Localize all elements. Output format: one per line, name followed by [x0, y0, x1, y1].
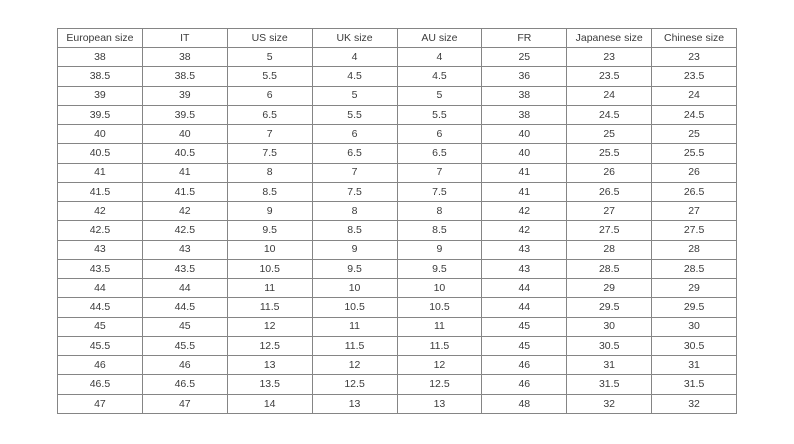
- table-cell: 23: [567, 48, 652, 67]
- table-cell: 42: [142, 202, 227, 221]
- table-row: [58, 86, 737, 105]
- table-cell: 25: [567, 125, 652, 144]
- table-cell: 7: [312, 163, 397, 182]
- table-cell: 7.5: [227, 144, 312, 163]
- table-cell: 31.5: [652, 375, 737, 394]
- table-cell: 41: [142, 163, 227, 182]
- table-cell: 32: [652, 394, 737, 414]
- table-cell: 44.5: [58, 298, 143, 317]
- table-cell: 8.5: [397, 221, 482, 240]
- table-row: [58, 125, 737, 144]
- table-cell: 46.5: [142, 375, 227, 394]
- table-cell: 31: [652, 356, 737, 375]
- table-cell: 41: [482, 182, 567, 201]
- table-cell: 40.5: [58, 144, 143, 163]
- table-cell: 46.5: [58, 375, 143, 394]
- table-cell: 25.5: [567, 144, 652, 163]
- table-cell: 26.5: [567, 182, 652, 201]
- table-cell: 23.5: [652, 67, 737, 86]
- table-cell: 5.5: [397, 105, 482, 124]
- table-cell: 29.5: [567, 298, 652, 317]
- table-cell: 25: [482, 48, 567, 67]
- table-cell: 4.5: [312, 67, 397, 86]
- table-cell: 26: [567, 163, 652, 182]
- column-header: AU size: [397, 29, 482, 48]
- table-cell: 12: [227, 317, 312, 336]
- table-row: [58, 394, 737, 414]
- table-cell: 10.5: [227, 259, 312, 278]
- table-cell: 27: [652, 202, 737, 221]
- table-cell: 24.5: [652, 105, 737, 124]
- table-cell: 46: [142, 356, 227, 375]
- column-header: FR: [482, 29, 567, 48]
- table-cell: 41.5: [58, 182, 143, 201]
- table-cell: 6: [312, 125, 397, 144]
- column-header: European size: [58, 29, 143, 48]
- table-cell: 26.5: [652, 182, 737, 201]
- table-row: [58, 163, 737, 182]
- table-cell: 31.5: [567, 375, 652, 394]
- table-cell: 40: [58, 125, 143, 144]
- table-cell: 42: [58, 202, 143, 221]
- table-cell: 4: [397, 48, 482, 67]
- table-cell: 44.5: [142, 298, 227, 317]
- table-cell: 4.5: [397, 67, 482, 86]
- table-cell: 46: [482, 356, 567, 375]
- size-conversion-table: [57, 28, 737, 414]
- table-cell: 47: [58, 394, 143, 414]
- table-cell: 12: [397, 356, 482, 375]
- table-cell: 6.5: [227, 105, 312, 124]
- size-conversion-table-container: [57, 28, 737, 414]
- table-cell: 30.5: [567, 336, 652, 355]
- table-cell: 43.5: [142, 259, 227, 278]
- table-cell: 26: [652, 163, 737, 182]
- table-cell: 12: [312, 356, 397, 375]
- table-cell: 38.5: [142, 67, 227, 86]
- table-cell: 11: [312, 317, 397, 336]
- table-cell: 6: [397, 125, 482, 144]
- table-cell: 46: [482, 375, 567, 394]
- table-cell: 44: [482, 298, 567, 317]
- table-cell: 43: [482, 240, 567, 259]
- table-cell: 10: [397, 279, 482, 298]
- header-row: [58, 29, 737, 48]
- table-cell: 42.5: [142, 221, 227, 240]
- table-cell: 7.5: [312, 182, 397, 201]
- table-cell: 13: [227, 356, 312, 375]
- table-cell: 6.5: [397, 144, 482, 163]
- table-cell: 38.5: [58, 67, 143, 86]
- table-cell: 43: [58, 240, 143, 259]
- table-cell: 28.5: [652, 259, 737, 278]
- table-cell: 38: [482, 105, 567, 124]
- table-row: [58, 336, 737, 355]
- table-cell: 40.5: [142, 144, 227, 163]
- table-cell: 8: [312, 202, 397, 221]
- table-cell: 13: [397, 394, 482, 414]
- table-cell: 36: [482, 67, 567, 86]
- table-cell: 11: [397, 317, 482, 336]
- table-row: [58, 240, 737, 259]
- table-cell: 13.5: [227, 375, 312, 394]
- table-head: [58, 29, 737, 48]
- table-cell: 31: [567, 356, 652, 375]
- table-cell: 23: [652, 48, 737, 67]
- table-cell: 45.5: [142, 336, 227, 355]
- table-cell: 9.5: [312, 259, 397, 278]
- table-cell: 38: [58, 48, 143, 67]
- table-cell: 5: [227, 48, 312, 67]
- table-cell: 42: [482, 221, 567, 240]
- table-cell: 8: [397, 202, 482, 221]
- table-cell: 12.5: [227, 336, 312, 355]
- table-row: [58, 105, 737, 124]
- table-cell: 29.5: [652, 298, 737, 317]
- table-cell: 45.5: [58, 336, 143, 355]
- table-cell: 39: [58, 86, 143, 105]
- table-cell: 30.5: [652, 336, 737, 355]
- table-cell: 29: [567, 279, 652, 298]
- table-cell: 41: [482, 163, 567, 182]
- table-cell: 7: [227, 125, 312, 144]
- table-cell: 24: [567, 86, 652, 105]
- table-cell: 14: [227, 394, 312, 414]
- table-cell: 46: [58, 356, 143, 375]
- table-cell: 6: [227, 86, 312, 105]
- table-cell: 11.5: [397, 336, 482, 355]
- table-row: [58, 182, 737, 201]
- table-cell: 5.5: [312, 105, 397, 124]
- table-cell: 28.5: [567, 259, 652, 278]
- table-cell: 38: [142, 48, 227, 67]
- table-cell: 30: [652, 317, 737, 336]
- table-row: [58, 48, 737, 67]
- table-cell: 11.5: [227, 298, 312, 317]
- table-cell: 8.5: [312, 221, 397, 240]
- table-cell: 41: [58, 163, 143, 182]
- column-header: Chinese size: [652, 29, 737, 48]
- table-cell: 9.5: [397, 259, 482, 278]
- table-cell: 28: [652, 240, 737, 259]
- table-cell: 12.5: [397, 375, 482, 394]
- table-row: [58, 356, 737, 375]
- table-cell: 5: [312, 86, 397, 105]
- table-cell: 44: [58, 279, 143, 298]
- table-cell: 39: [142, 86, 227, 105]
- column-header: Japanese size: [567, 29, 652, 48]
- table-cell: 39.5: [58, 105, 143, 124]
- table-cell: 45: [482, 336, 567, 355]
- table-cell: 13: [312, 394, 397, 414]
- table-cell: 10.5: [397, 298, 482, 317]
- table-cell: 24: [652, 86, 737, 105]
- table-cell: 43: [142, 240, 227, 259]
- table-cell: 47: [142, 394, 227, 414]
- table-cell: 48: [482, 394, 567, 414]
- table-cell: 10: [312, 279, 397, 298]
- table-row: [58, 279, 737, 298]
- table-cell: 8: [227, 163, 312, 182]
- table-cell: 44: [482, 279, 567, 298]
- table-cell: 12.5: [312, 375, 397, 394]
- table-cell: 7.5: [397, 182, 482, 201]
- table-cell: 9: [397, 240, 482, 259]
- table-cell: 9.5: [227, 221, 312, 240]
- table-row: [58, 259, 737, 278]
- table-cell: 30: [567, 317, 652, 336]
- table-cell: 43: [482, 259, 567, 278]
- table-cell: 24.5: [567, 105, 652, 124]
- table-cell: 25.5: [652, 144, 737, 163]
- table-cell: 45: [482, 317, 567, 336]
- table-cell: 27.5: [652, 221, 737, 240]
- table-cell: 42: [482, 202, 567, 221]
- table-cell: 25: [652, 125, 737, 144]
- table-row: [58, 317, 737, 336]
- table-cell: 40: [482, 144, 567, 163]
- table-cell: 45: [58, 317, 143, 336]
- table-cell: 5.5: [227, 67, 312, 86]
- table-cell: 29: [652, 279, 737, 298]
- table-cell: 41.5: [142, 182, 227, 201]
- table-cell: 40: [482, 125, 567, 144]
- table-row: [58, 202, 737, 221]
- table-cell: 11.5: [312, 336, 397, 355]
- table-cell: 4: [312, 48, 397, 67]
- table-cell: 42.5: [58, 221, 143, 240]
- table-cell: 9: [227, 202, 312, 221]
- column-header: IT: [142, 29, 227, 48]
- table-cell: 28: [567, 240, 652, 259]
- table-cell: 10: [227, 240, 312, 259]
- table-cell: 9: [312, 240, 397, 259]
- table-cell: 45: [142, 317, 227, 336]
- table-body: [58, 48, 737, 414]
- table-cell: 39.5: [142, 105, 227, 124]
- column-header: UK size: [312, 29, 397, 48]
- table-cell: 11: [227, 279, 312, 298]
- table-cell: 7: [397, 163, 482, 182]
- table-row: [58, 144, 737, 163]
- table-cell: 27.5: [567, 221, 652, 240]
- table-row: [58, 221, 737, 240]
- column-header: US size: [227, 29, 312, 48]
- table-cell: 40: [142, 125, 227, 144]
- table-row: [58, 67, 737, 86]
- table-cell: 38: [482, 86, 567, 105]
- table-cell: 8.5: [227, 182, 312, 201]
- table-cell: 5: [397, 86, 482, 105]
- table-cell: 43.5: [58, 259, 143, 278]
- table-cell: 27: [567, 202, 652, 221]
- table-row: [58, 298, 737, 317]
- table-cell: 10.5: [312, 298, 397, 317]
- table-cell: 32: [567, 394, 652, 414]
- table-cell: 6.5: [312, 144, 397, 163]
- table-cell: 23.5: [567, 67, 652, 86]
- table-row: [58, 375, 737, 394]
- table-cell: 44: [142, 279, 227, 298]
